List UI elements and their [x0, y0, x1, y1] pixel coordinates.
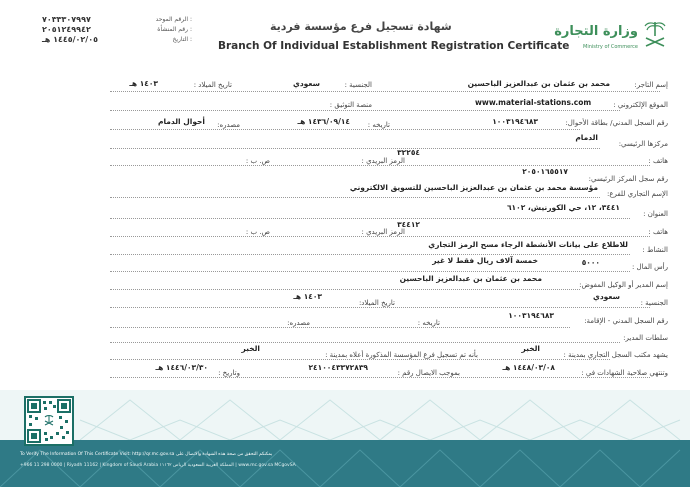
expiry-value: ١٤٤٨/٠٣/٠٨ هـ — [502, 363, 555, 372]
birth-label: تاريخ الميلاد : — [193, 81, 232, 89]
merchant-value: محمد بن عثمان بن عبدالعزيز الباحسين — [467, 79, 610, 88]
row-divider — [110, 342, 620, 343]
main-reg-label: رقم سجل المركز الرئيسي: — [588, 175, 668, 183]
footer-pattern — [0, 390, 690, 487]
manager-label: إسم المدير أو الوكيل المفوض: — [579, 281, 668, 289]
source-label: مصدره: — [217, 121, 240, 129]
trade-name-label: الإسم التجاري للفرع: — [606, 190, 668, 198]
postal2-value: ٣٤٤١٢ — [397, 220, 420, 229]
meta-date-label: التاريخ : — [172, 36, 192, 43]
row-divider — [110, 218, 630, 219]
receipt-value: ٢٤١٠٠٤٣٣٧٢٨٣٩ — [308, 363, 368, 372]
qr-code-icon — [26, 398, 72, 444]
certify-label: يشهد مكتب السجل التجاري بمدينة : — [563, 351, 668, 359]
address-value: ٣٤٤١، ١٢، حي الكورنيش، ٦١٠٢ — [506, 203, 620, 212]
ministry-logo — [554, 18, 668, 58]
row-divider — [110, 129, 580, 130]
certificate-footer — [0, 390, 690, 487]
id-date-label: تاريخه : — [367, 121, 390, 129]
row-divider — [110, 197, 600, 198]
verification-qr-code[interactable] — [24, 396, 74, 446]
address-label: العنوان : — [643, 210, 668, 218]
certificate-meta — [42, 16, 192, 46]
row-divider — [110, 236, 650, 237]
row-divider — [110, 289, 580, 290]
phone2-label: هاتف : — [648, 228, 668, 236]
row-divider — [110, 359, 610, 360]
activity-value: للاطلاع على بيانات الأنشطة الرجاء مسح الرمز التجاري — [428, 240, 628, 249]
postal2-label: الرمز البريدي : — [361, 228, 405, 236]
certify-text: بأنه تم تسجيل فرع المؤسسة المذكورة أعلاه بمدينة : — [325, 351, 478, 359]
row-divider — [110, 148, 600, 149]
meta-date-value: ١٤٤٥/٠٢/٠٥ هـ — [42, 35, 98, 44]
merchant-label: إسم التاجر: — [634, 81, 668, 89]
id-label: رقم السجل المدني/ بطاقة الأحوال: — [565, 119, 668, 127]
unified-number-value: ٧٠٣٣٣٠٧٩٩٧ — [42, 15, 91, 24]
capital-label: رأس المال : — [631, 263, 668, 271]
facility-number-value: ٢٠٥١٢٤٩٩٤٢ — [42, 25, 91, 34]
certificate-title-en: Branch Of Individual Establishment Registration Certificate — [218, 40, 570, 52]
facility-number-label: رقم المنشأة : — [157, 26, 192, 33]
certify-city2: الخبر — [241, 344, 260, 353]
manager-birth-label: تاريخ الميلاد: — [358, 299, 395, 307]
manager-id-date-label: تاريخه : — [417, 319, 440, 327]
row-divider — [110, 307, 650, 308]
manager-birth-value: ١٤٠٣ هـ — [293, 292, 322, 301]
ministry-name-en: Ministry of Commerce — [583, 44, 638, 50]
contact-text: +966 11 298 0000 | Riyadh 11162 | Kingdom of Saudi Arabia المملكة العربية السعودية الرياض ١١١٦٢ | www.mc.gov.sa MCgovSA — [20, 463, 296, 468]
id-value: ١٠٠٣١٩٤٦٨٣ — [492, 117, 538, 126]
platform-label: منصة التوثيق : — [329, 101, 372, 109]
postal-label: الرمز البريدي : — [361, 157, 405, 165]
ministry-name-ar: وزارة التجارة — [554, 24, 638, 39]
source-value: أحوال الدمام — [157, 117, 205, 126]
hq-label: مركزها الرئيسي: — [618, 140, 668, 148]
receipt-label: بموجب الايصال رقم : — [397, 369, 460, 377]
hq-value: الدمام — [575, 133, 598, 142]
row-divider — [110, 271, 630, 272]
trade-name-value: مؤسسة محمد بن عثمان بن عبدالعزيز الباحسين للتسويق الالكتروني — [349, 183, 598, 192]
manager-value: محمد بن عثمان بن عبدالعزيز الباحسين — [399, 274, 542, 283]
receipt-date-value: ١٤٤٦/٠٣/٣٠ هـ — [155, 363, 208, 372]
manager-source-label: مصدره: — [287, 319, 310, 327]
activity-label: النشاط : — [642, 246, 668, 254]
main-reg-value: ٢٠٥٠١٦٥٥١٧ — [522, 167, 568, 176]
expiry-label: وتنتهي صلاحية الشهادات في : — [581, 369, 668, 377]
unified-number-label: الرقم الموحد : — [155, 16, 192, 23]
row-divider — [110, 327, 570, 328]
verify-text: To Verify The Information Of This Certificate Visit: http://qr.mc.gov.sa يمكنكم التحقق من صحة هذه الشهادة والاتصال على — [20, 452, 273, 457]
nationality-value: سعودي — [292, 79, 320, 88]
capital-words: خمسة آلاف ريال فقط لا غير — [432, 256, 538, 265]
manager-nationality-label: الجنسية : — [640, 299, 668, 307]
manager-id-value: ١٠٠٣١٩٤٦٨٣ — [508, 311, 554, 320]
id-date-value: ١٤٣٦/٠٩/١٤ هـ — [297, 117, 350, 126]
row-divider — [110, 165, 650, 166]
row-divider — [110, 91, 660, 92]
row-divider — [110, 110, 620, 111]
certificate-title-ar: شهادة تسجيل فرع مؤسسة فردية — [270, 20, 452, 33]
phone-label: هاتف : — [648, 157, 668, 165]
manager-nationality-value: سعودي — [592, 292, 620, 301]
nationality-label: الجنسية : — [344, 81, 372, 89]
palm-swords-emblem-icon — [642, 20, 668, 50]
certify-city: الخبر — [521, 344, 540, 353]
capital-value: ٥٠٠٠ — [581, 258, 600, 267]
postal-value: ٣٢٢٥٤ — [397, 148, 420, 157]
pobox2-label: ص. ب : — [245, 228, 270, 236]
pobox-label: ص. ب : — [245, 157, 270, 165]
website-label: الموقع الإلكتروني : — [613, 101, 668, 109]
authorities-label: سلطات المدير: — [623, 334, 668, 342]
manager-id-label: رقم السجل المدني - الإقامة: — [584, 317, 668, 325]
birth-value: ١٤٠٣ هـ — [129, 79, 158, 88]
row-divider — [110, 377, 650, 378]
row-divider — [110, 254, 630, 255]
website-value: www.material-stations.com — [475, 98, 592, 107]
receipt-date-label: وتاريخ : — [218, 369, 240, 377]
